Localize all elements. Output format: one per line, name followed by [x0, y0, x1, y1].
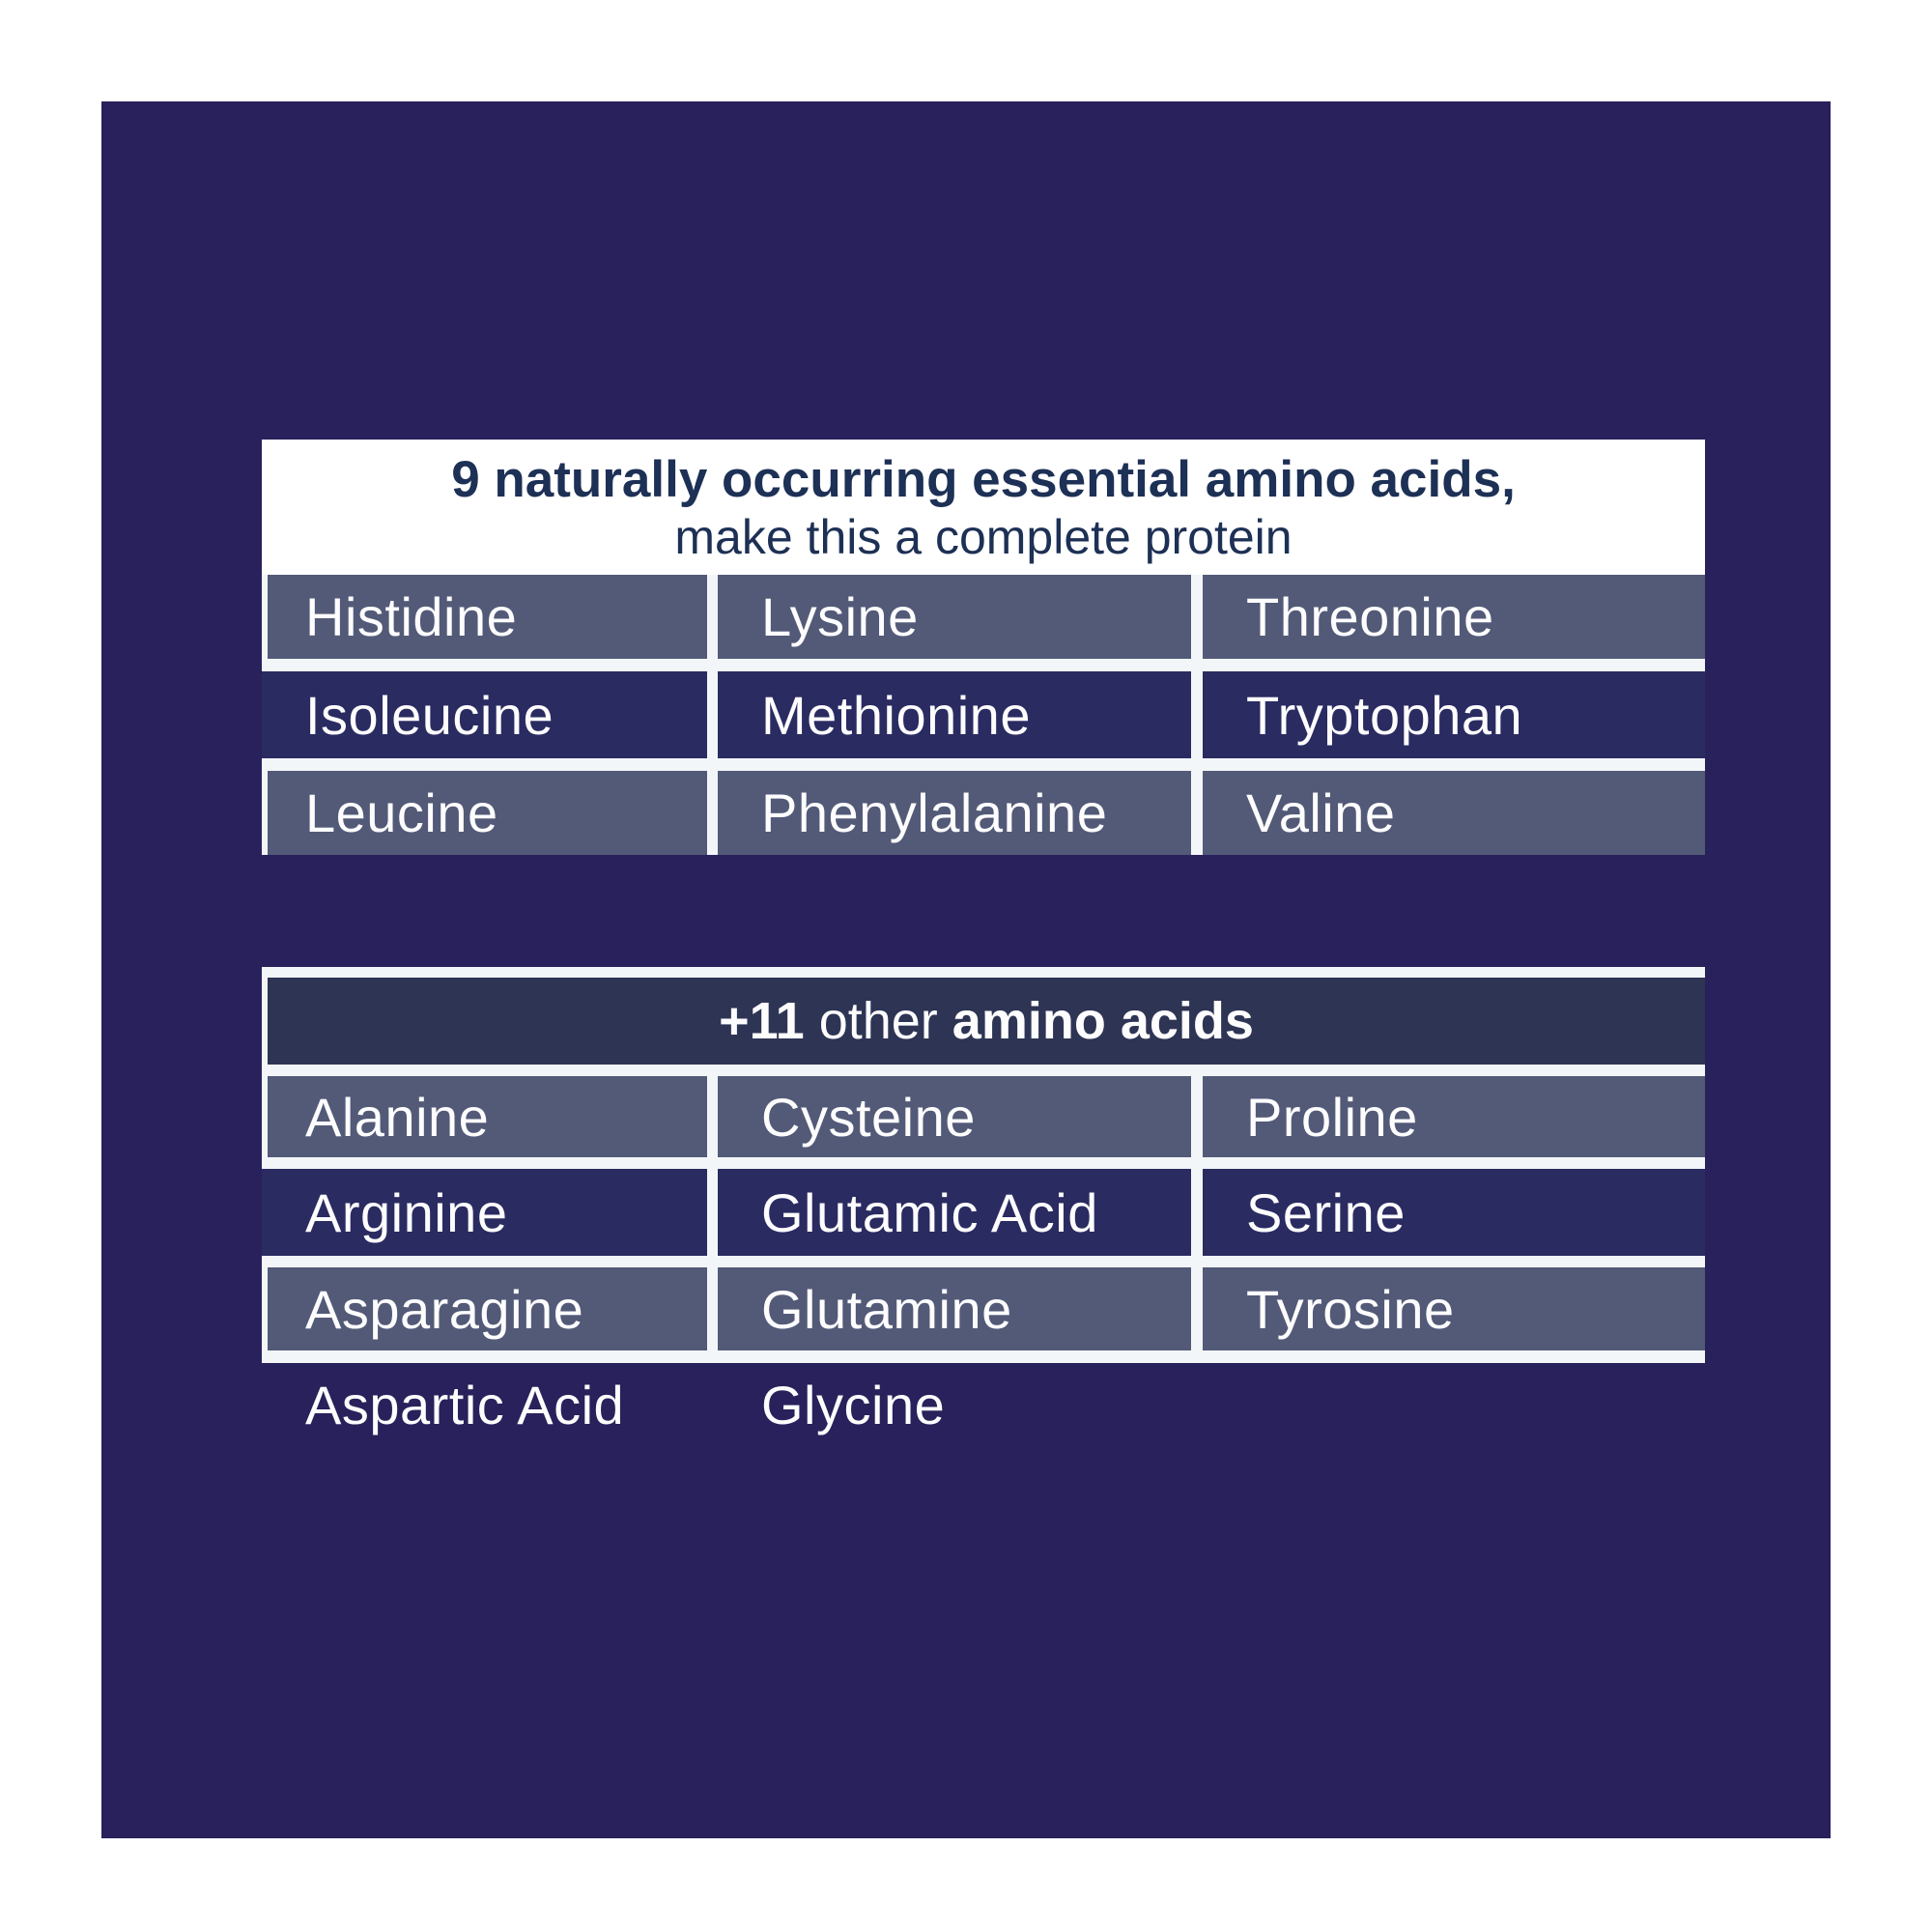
row-divider — [262, 1157, 1705, 1169]
column-divider — [707, 575, 718, 659]
table-row-plain — [262, 1363, 1705, 1446]
amino-acid-cell: Arginine — [262, 1169, 707, 1256]
amino-acid-cell: Cysteine — [718, 1076, 1191, 1157]
essential-amino-acids-table — [262, 440, 1705, 855]
other-suffix-label: amino acids — [952, 992, 1254, 1050]
amino-acid-cell: Leucine — [262, 771, 707, 855]
column-divider — [1191, 1076, 1203, 1157]
essential-table-title: 9 naturally occurring essential amino acids, — [451, 451, 1516, 508]
column-divider — [1191, 575, 1203, 659]
row-divider — [262, 659, 1705, 671]
amino-acid-cell: Threonine — [1203, 575, 1705, 659]
amino-acid-cell: Isoleucine — [262, 671, 707, 758]
row-divider — [262, 758, 1705, 771]
amino-acid-cell: Tyrosine — [1203, 1267, 1705, 1350]
amino-acid-cell: Tryptophan — [1203, 671, 1705, 758]
infographic-panel — [101, 101, 1831, 1838]
other-table-header — [262, 967, 1705, 1065]
table-row — [262, 575, 1705, 659]
table-row — [262, 1076, 1705, 1157]
amino-acid-cell: Serine — [1203, 1169, 1705, 1256]
column-divider — [707, 1169, 718, 1256]
amino-acid-cell: Histidine — [262, 575, 707, 659]
column-divider — [707, 671, 718, 758]
other-count-label: +11 — [719, 992, 805, 1050]
amino-acid-cell: Asparagine — [262, 1267, 707, 1350]
amino-acid-cell: Proline — [1203, 1076, 1705, 1157]
table-row — [262, 671, 1705, 758]
column-divider — [1191, 1169, 1203, 1256]
essential-table-subtitle: make this a complete protein — [674, 510, 1293, 564]
table-row — [262, 1169, 1705, 1256]
amino-acid-cell: Phenylalanine — [718, 771, 1191, 855]
amino-acid-cell: Glutamic Acid — [718, 1169, 1191, 1256]
amino-acid-cell: Alanine — [262, 1076, 707, 1157]
amino-acid-cell: Glutamine — [718, 1267, 1191, 1350]
row-divider — [262, 1065, 1705, 1076]
other-amino-acids-table — [262, 967, 1705, 1446]
column-divider — [707, 1076, 718, 1157]
column-divider — [1191, 771, 1203, 855]
row-divider — [262, 1350, 1705, 1363]
row-divider — [262, 1256, 1705, 1267]
amino-acid-label: Glycine — [761, 1374, 946, 1435]
column-divider — [1191, 671, 1203, 758]
other-middle-label: other — [818, 992, 938, 1050]
column-divider — [707, 1267, 718, 1350]
essential-table-header — [262, 440, 1705, 575]
amino-acid-cell: Lysine — [718, 575, 1191, 659]
table-row — [262, 1267, 1705, 1350]
amino-acid-cell: Valine — [1203, 771, 1705, 855]
column-divider — [707, 771, 718, 855]
column-divider — [1191, 1267, 1203, 1350]
amino-acid-label: Aspartic Acid — [305, 1374, 625, 1435]
amino-acid-cell: Methionine — [718, 671, 1191, 758]
table-row — [262, 771, 1705, 855]
